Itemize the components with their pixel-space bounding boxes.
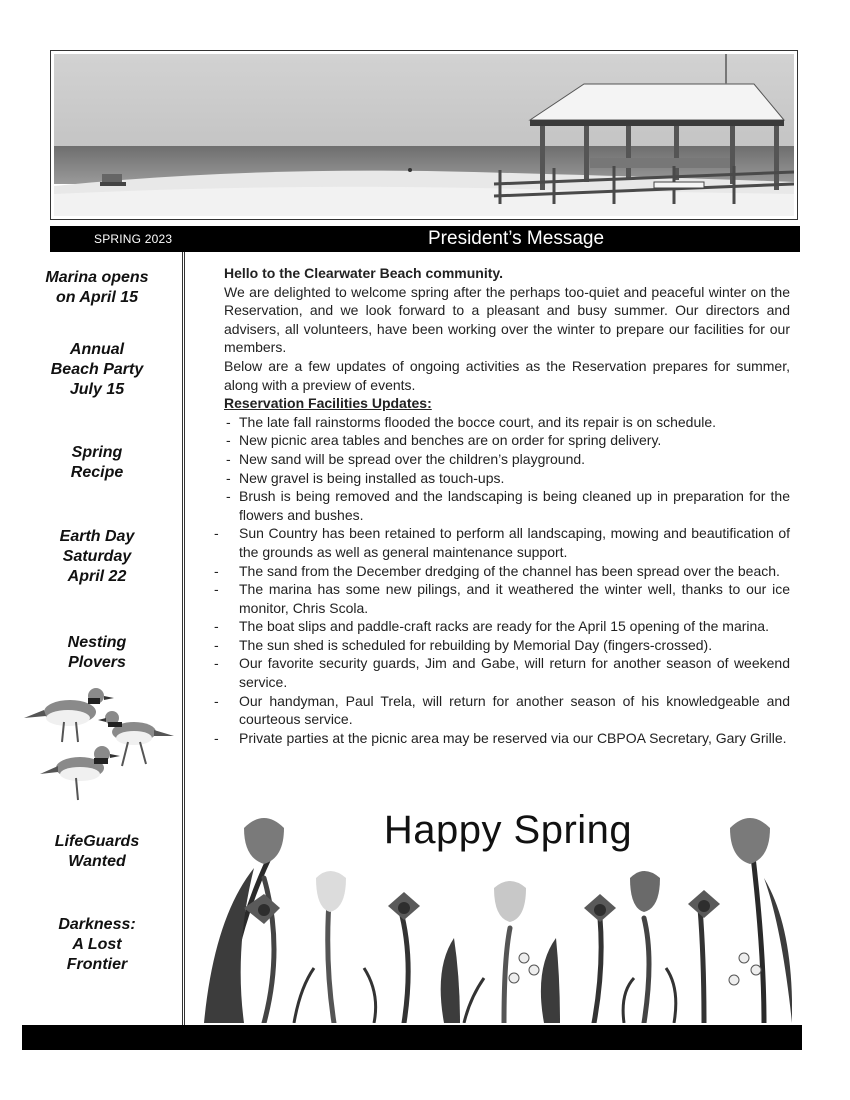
sidebar-item-darkness xyxy=(22,915,172,975)
paragraph: Below are a few updates of ongoing activities as the Reservation prepares for summer, along with a preview of events. xyxy=(224,357,790,393)
issue-label: SPRING 2023 xyxy=(94,232,173,246)
sidebar-line: Marina opens xyxy=(45,269,149,286)
sidebar-line: Wanted xyxy=(68,853,126,870)
article-body xyxy=(224,264,790,747)
list-item: - New picnic area tables and benches are on order for spring delivery. xyxy=(224,431,790,450)
sidebar-item-lifeguards xyxy=(22,832,172,872)
updates-list xyxy=(224,524,790,747)
happy-spring-title: Happy Spring xyxy=(383,808,633,852)
paragraph: We are delighted to welcome spring after the perhaps too-quiet and peaceful winter on the Reservation, and we look forward to a pleasant and busy summer. Our directors and advisers, all volunteers, have been working over the winter to prepare our facilities for our members. xyxy=(224,283,790,356)
list-item: - The marina has some new pilings, and it weathered the winter well, thanks to our ice monitor, Chris Scola. xyxy=(224,580,790,617)
sidebar-line: LifeGuards xyxy=(54,833,140,850)
sidebar-line: Beach Party xyxy=(50,361,144,378)
list-item: - The sun shed is scheduled for rebuilding by Memorial Day (fingers-crossed). xyxy=(224,636,790,655)
sidebar-item-plovers xyxy=(22,633,172,673)
sidebar-line: Plovers xyxy=(68,654,126,671)
sidebar-line: Saturday xyxy=(62,548,132,565)
list-item: - Private parties at the picnic area may be reserved via our CBPOA Secretary, Gary Grille. xyxy=(224,729,790,748)
list-item: - Our favorite security guards, Jim and Gabe, will return for another season of weekend service. xyxy=(224,654,790,691)
sidebar-line: Spring xyxy=(71,444,123,461)
footer-bar xyxy=(22,1025,802,1050)
sidebar-line: April 22 xyxy=(67,568,127,585)
facility-list xyxy=(224,413,790,525)
list-item: - New sand will be spread over the children’s playground. xyxy=(224,450,790,469)
sidebar-item-recipe xyxy=(22,443,172,483)
sidebar xyxy=(22,252,185,1027)
greeting: Hello to the Clearwater Beach community. xyxy=(224,265,504,281)
list-item: - The late fall rainstorms flooded the bocce court, and its repair is on schedule. xyxy=(224,413,790,432)
section-banner xyxy=(50,226,800,252)
section-title: President’s Message xyxy=(428,228,605,249)
sidebar-line: A Lost xyxy=(72,936,122,953)
sidebar-item-earth-day xyxy=(22,527,172,587)
subheading: Reservation Facilities Updates: xyxy=(224,395,432,412)
sidebar-line: Earth Day xyxy=(59,528,135,545)
list-item: - Our handyman, Paul Trela, will return for another season of his knowledgeable and courteous service. xyxy=(224,692,790,729)
sidebar-line: Nesting xyxy=(67,634,127,651)
sidebar-line: Recipe xyxy=(70,464,124,481)
sidebar-line: Frontier xyxy=(66,956,128,973)
sidebar-line: Annual xyxy=(69,341,125,358)
sidebar-line: Darkness: xyxy=(58,916,136,933)
list-item: - New gravel is being installed as touch-ups. xyxy=(224,469,790,488)
list-item: - Brush is being removed and the landscaping is being cleaned up in preparation for the flowers and bushes. xyxy=(224,487,790,524)
sidebar-item-beach-party xyxy=(22,340,172,400)
sidebar-item-marina xyxy=(22,268,172,308)
plover-birds-icon xyxy=(22,682,182,812)
hero-photo xyxy=(50,50,798,220)
list-item: - The boat slips and paddle-craft racks are ready for the April 15 opening of the marina. xyxy=(224,617,790,636)
list-item: - The sand from the December dredging of the channel has been spread over the beach. xyxy=(224,562,790,581)
sidebar-line: on April 15 xyxy=(55,289,139,306)
beach-pavilion-photo-icon xyxy=(54,54,794,216)
sidebar-line: July 15 xyxy=(69,381,125,398)
list-item: - Sun Country has been retained to perform all landscaping, mowing and beautification of the grounds as well as general maintenance support. xyxy=(224,524,790,561)
